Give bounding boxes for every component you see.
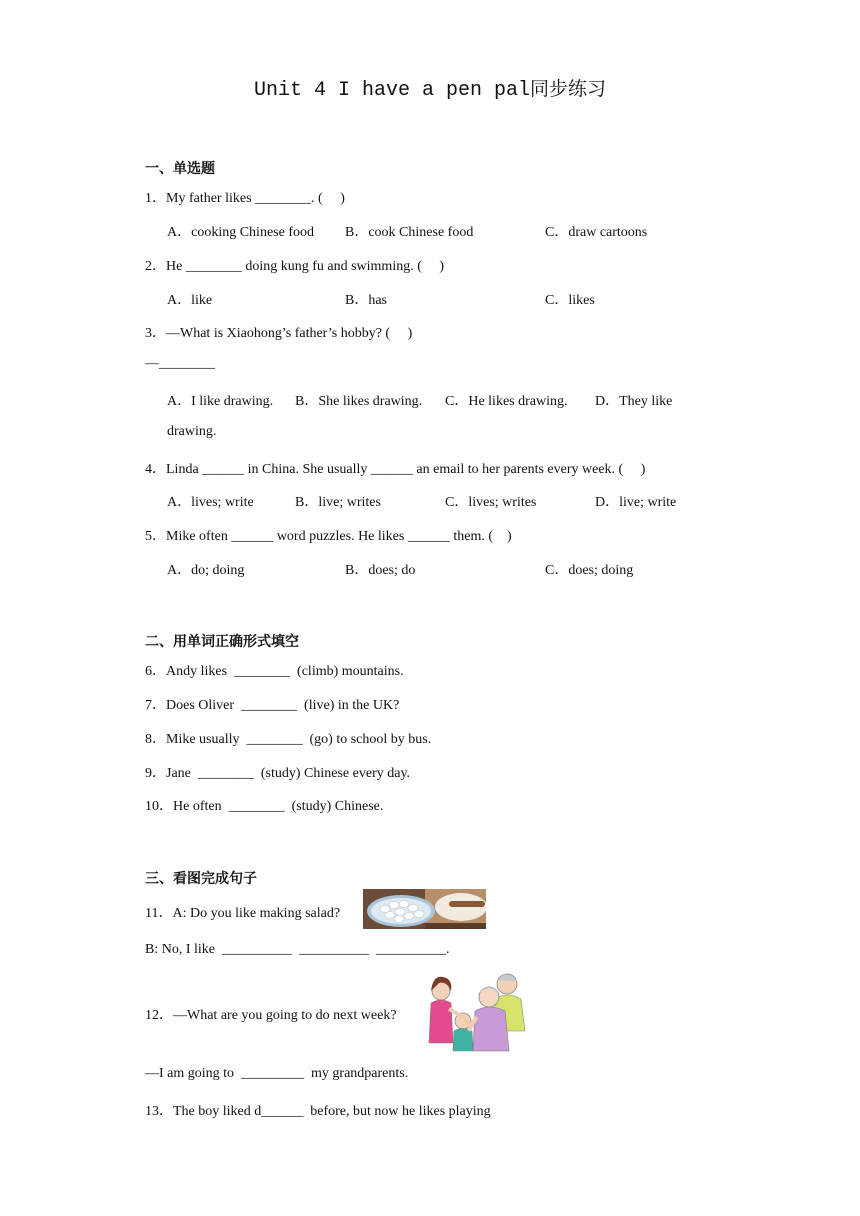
question-1-stem: 1．My father likes ________. ( ) bbox=[145, 191, 345, 206]
family-hug-picture bbox=[427, 969, 528, 1052]
q4-option-d: D．live; write bbox=[595, 495, 677, 510]
question-3-answer-line: —________ bbox=[145, 356, 215, 371]
question-12-answer: —I am going to _________ my grandparents. bbox=[145, 1066, 409, 1081]
question-11-answer: B: No, I like __________ __________ __________. bbox=[145, 942, 450, 957]
section-heading-single-choice: 一、单选题 bbox=[145, 161, 215, 177]
q1-option-b: B．cook Chinese food bbox=[345, 225, 474, 240]
q2-option-c: C．likes bbox=[545, 293, 595, 308]
question-8: 8．Mike usually ________ (go) to school by bus. bbox=[145, 732, 432, 747]
q5-option-b: B．does; do bbox=[345, 563, 416, 578]
question-9: 9．Jane ________ (study) Chinese every day. bbox=[145, 766, 411, 781]
q5-option-c: C．does; doing bbox=[545, 563, 634, 578]
question-2-stem: 2．He ________ doing kung fu and swimming. ( ) bbox=[145, 259, 445, 274]
question-3-stem: 3．—What is Xiaohong’s father’s hobby? ( ) bbox=[145, 326, 413, 341]
q2-option-a: A．like bbox=[167, 293, 213, 308]
q2-option-b: B．has bbox=[345, 293, 387, 308]
q1-option-a: A．cooking Chinese food bbox=[167, 225, 314, 240]
question-6: 6．Andy likes ________ (climb) mountains. bbox=[145, 664, 404, 679]
section-heading-picture-sentences: 三、看图完成句子 bbox=[145, 871, 257, 887]
question-5-stem: 5．Mike often ______ word puzzles. He likes ______ them. ( ) bbox=[145, 529, 512, 544]
q4-option-a: A．lives; write bbox=[167, 495, 254, 510]
question-12-stem: 12．—What are you going to do next week? bbox=[145, 1008, 397, 1023]
question-7: 7．Does Oliver ________ (live) in the UK? bbox=[145, 698, 400, 713]
q3-option-d: D．They like bbox=[595, 394, 673, 409]
q4-option-c: C．lives; writes bbox=[445, 495, 537, 510]
q4-option-b: B．live; writes bbox=[295, 495, 381, 510]
q3-option-a: A．I like drawing. bbox=[167, 394, 274, 409]
title-chinese: 同步练习 bbox=[530, 78, 607, 100]
q3-option-b: B．She likes drawing. bbox=[295, 394, 423, 409]
question-13-stem: 13．The boy liked d______ before, but now he likes playing bbox=[145, 1104, 491, 1119]
page-title bbox=[0, 74, 860, 102]
q5-option-a: A．do; doing bbox=[167, 563, 245, 578]
dumplings-picture bbox=[363, 889, 486, 929]
q3-option-c: C．He likes drawing. bbox=[445, 394, 568, 409]
q3-option-d-continued: drawing. bbox=[167, 424, 217, 439]
q1-option-c: C．draw cartoons bbox=[545, 225, 648, 240]
question-11-stem: 11．A: Do you like making salad? bbox=[145, 906, 341, 921]
question-10: 10．He often ________ (study) Chinese. bbox=[145, 799, 384, 814]
question-4-stem: 4．Linda ______ in China. She usually ______ an email to her parents every week. ( ) bbox=[145, 462, 646, 477]
section-heading-word-forms: 二、用单词正确形式填空 bbox=[145, 634, 299, 650]
title-english: Unit 4 I have a pen pal bbox=[253, 79, 531, 102]
